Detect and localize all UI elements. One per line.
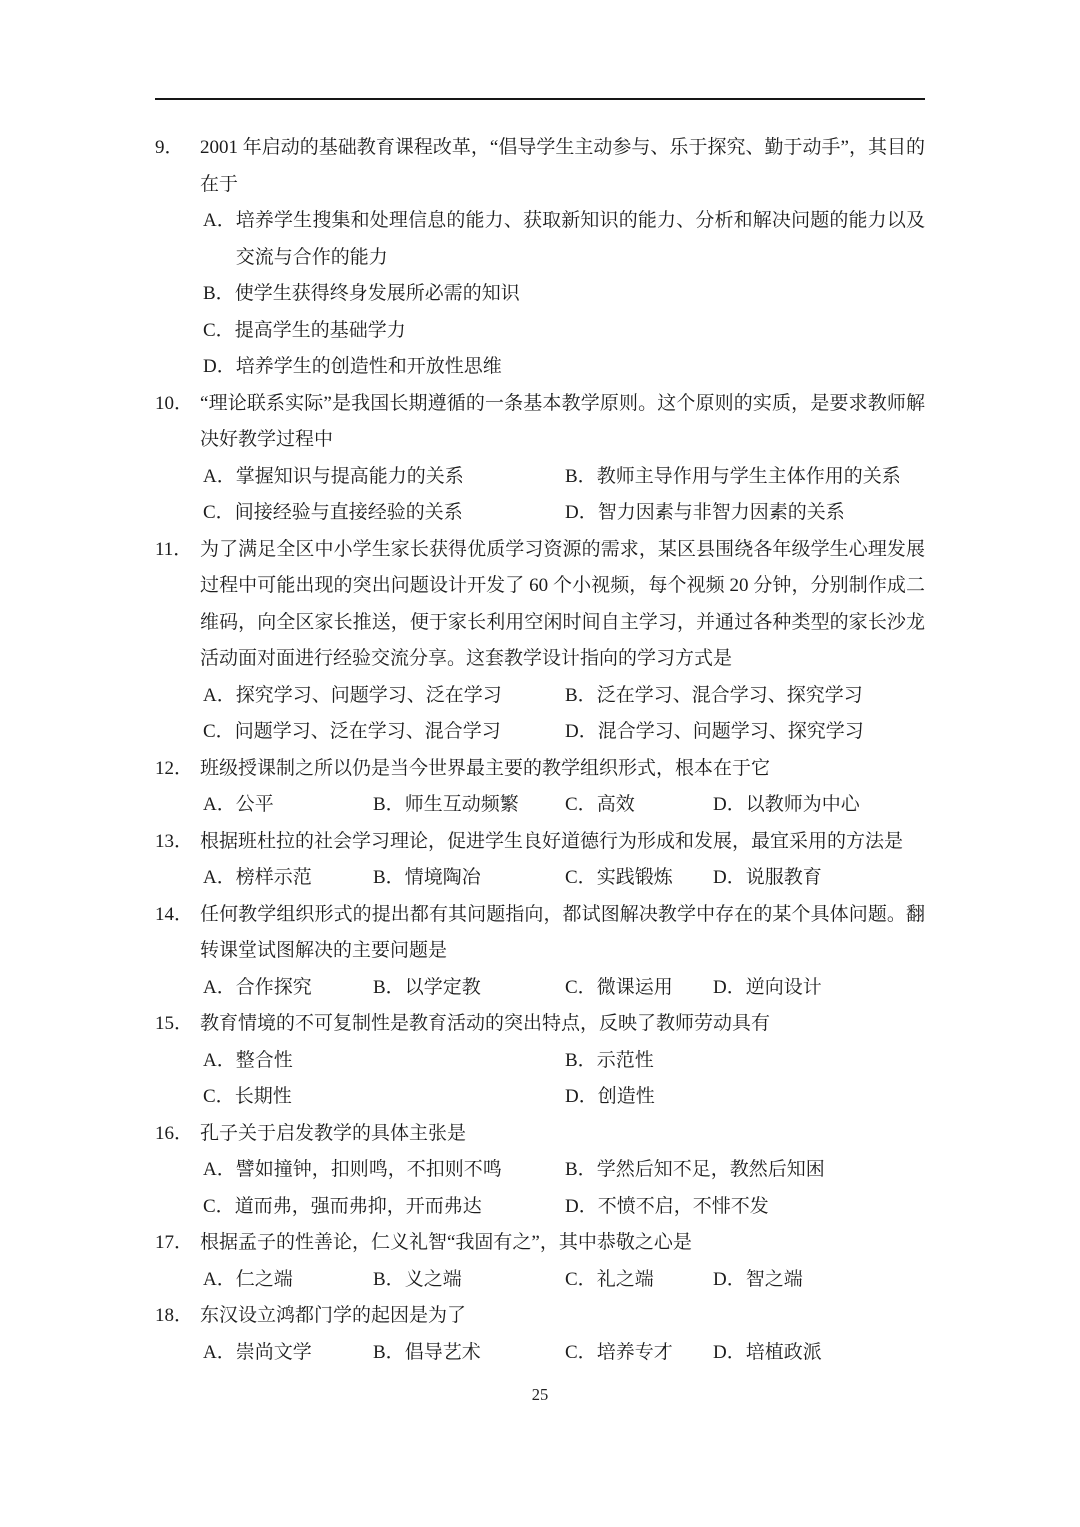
question-number: 13． — [155, 830, 194, 852]
option-text: 譬如撞钟，扣则鸣，不扣则不鸣 — [235, 1159, 502, 1180]
option-text: 培养学生的创造性和开放性思维 — [235, 356, 502, 377]
question-head — [155, 751, 925, 788]
option-D — [713, 787, 925, 824]
option-text: 仁之端 — [235, 1268, 293, 1290]
option-B — [565, 678, 925, 715]
question-9 — [155, 130, 925, 386]
option-D — [713, 1262, 925, 1299]
question-head — [155, 1298, 925, 1335]
option-label: C． — [203, 1086, 235, 1107]
option-text: 合作探究 — [235, 976, 312, 998]
option-label: D． — [713, 794, 746, 815]
option-label: A． — [203, 1268, 236, 1290]
question-16 — [155, 1116, 925, 1226]
question-options — [155, 1043, 925, 1116]
option-text: 师生互动频繁 — [404, 794, 519, 815]
option-label: C． — [203, 1195, 235, 1217]
option-text: 培养学生搜集和处理信息的能力、获取新知识的能力、分析和解决问题的能力以及交流与合作的能力 — [235, 210, 925, 268]
question-number: 17． — [155, 1232, 194, 1253]
option-A — [203, 1152, 565, 1189]
option-text: 智之端 — [745, 1268, 803, 1290]
question-options — [155, 678, 925, 751]
option-label: D． — [565, 1086, 598, 1107]
option-text: 使学生获得终身发展所必需的知识 — [234, 283, 520, 304]
option-label: D． — [713, 1268, 746, 1290]
question-list — [155, 130, 925, 1371]
option-label: B． — [565, 1049, 597, 1071]
option-C — [203, 495, 565, 532]
option-B — [565, 1043, 925, 1080]
option-text: 整合性 — [235, 1049, 293, 1071]
option-label: B． — [565, 684, 597, 706]
option-label: C． — [565, 976, 597, 998]
option-label: B． — [373, 867, 405, 888]
option-C — [565, 860, 713, 897]
question-options — [155, 1335, 925, 1372]
question-text: 根据班杜拉的社会学习理论，促进学生良好道德行为形成和发展，最宜采用的方法是 — [200, 830, 904, 852]
option-D — [565, 495, 925, 532]
option-text: 榜样示范 — [235, 867, 312, 888]
option-D — [565, 714, 925, 751]
option-C — [565, 1335, 713, 1372]
option-D — [565, 1189, 925, 1226]
option-label: A． — [203, 1049, 236, 1071]
option-text: 学然后知不足，教然后知困 — [596, 1159, 825, 1180]
option-text: 间接经验与直接经验的关系 — [234, 502, 463, 523]
option-label: B． — [373, 1268, 405, 1290]
option-label: B． — [203, 283, 235, 304]
option-label: C． — [565, 794, 597, 815]
question-options — [155, 1152, 925, 1225]
option-B — [373, 860, 565, 897]
option-label: A． — [203, 684, 236, 706]
question-number: 10． — [155, 392, 194, 414]
question-text: 任何教学组织形式的提出都有其问题指向，都试图解决教学中存在的某个具体问题。翻转课堂试图解决的主要问题是 — [200, 903, 925, 961]
option-label: B． — [373, 976, 405, 998]
question-number: 14． — [155, 903, 194, 925]
option-label: D． — [565, 721, 598, 742]
question-12 — [155, 751, 925, 824]
option-A — [203, 678, 565, 715]
question-options — [155, 787, 925, 824]
option-A — [203, 787, 373, 824]
option-B — [373, 970, 565, 1007]
question-14 — [155, 897, 925, 1007]
question-17 — [155, 1225, 925, 1298]
question-text: 根据孟子的性善论，仁义礼智“我固有之”，其中恭敬之心是 — [200, 1232, 692, 1253]
question-number: 16． — [155, 1122, 194, 1144]
option-D — [713, 1335, 925, 1372]
question-head — [155, 1225, 925, 1262]
option-text: 崇尚文学 — [235, 1341, 312, 1363]
option-C — [565, 787, 713, 824]
option-B — [373, 787, 565, 824]
option-text: 示范性 — [596, 1049, 654, 1071]
option-B — [203, 276, 925, 313]
option-text: 礼之端 — [596, 1268, 654, 1290]
option-label: B． — [373, 794, 405, 815]
option-D — [565, 1079, 925, 1116]
option-A — [203, 1262, 373, 1299]
question-text: 教育情境的不可复制性是教育活动的突出特点，反映了教师劳动具有 — [200, 1013, 771, 1034]
question-number: 12． — [155, 757, 194, 779]
option-text: 探究学习、问题学习、泛在学习 — [235, 684, 502, 706]
option-text: 道而弗，强而弗抑，开而弗达 — [234, 1195, 482, 1217]
option-text: 公平 — [235, 794, 274, 815]
option-label: C． — [565, 1341, 597, 1363]
question-text: 东汉设立鸿都门学的起因是为了 — [200, 1305, 467, 1326]
option-text: 情境陶冶 — [404, 867, 481, 888]
option-label: A． — [203, 794, 236, 815]
option-text: 问题学习、泛在学习、混合学习 — [234, 721, 501, 742]
question-text: “理论联系实际”是我国长期遵循的一条基本教学原则。这个原则的实质，是要求教师解决好教学过程中 — [200, 392, 925, 450]
question-options — [155, 970, 925, 1007]
option-label: A． — [203, 976, 236, 998]
option-label: D． — [565, 1195, 598, 1217]
option-C — [203, 1079, 565, 1116]
option-label: B． — [373, 1341, 405, 1363]
option-B — [373, 1262, 565, 1299]
option-C — [203, 1189, 565, 1226]
option-label: D． — [203, 356, 236, 377]
option-text: 高效 — [596, 794, 635, 815]
option-label: A． — [203, 1341, 236, 1363]
option-label: C． — [565, 1268, 597, 1290]
question-head — [155, 1116, 925, 1153]
question-number: 11． — [155, 538, 193, 560]
option-A — [203, 860, 373, 897]
option-label: A． — [203, 210, 236, 231]
option-label: A． — [203, 1159, 236, 1180]
option-text: 混合学习、问题学习、探究学习 — [597, 721, 864, 742]
option-label: C． — [203, 721, 235, 742]
option-text: 说服教育 — [745, 867, 822, 888]
question-number: 9． — [155, 137, 184, 158]
option-text: 微课运用 — [596, 976, 673, 998]
option-text: 不愤不启，不悱不发 — [597, 1195, 769, 1217]
option-text: 掌握知识与提高能力的关系 — [235, 465, 464, 487]
option-C — [203, 313, 925, 350]
question-options — [155, 459, 925, 532]
question-options — [155, 203, 925, 386]
question-18 — [155, 1298, 925, 1371]
option-label: C． — [203, 319, 235, 341]
question-head — [155, 897, 925, 970]
option-label: C． — [203, 502, 235, 523]
option-C — [565, 970, 713, 1007]
option-label: A． — [203, 465, 236, 487]
question-15 — [155, 1006, 925, 1116]
question-head — [155, 1006, 925, 1043]
option-D — [713, 860, 925, 897]
option-D — [203, 349, 925, 386]
question-options — [155, 1262, 925, 1299]
question-text: 2001 年启动的基础教育课程改革，“倡导学生主动参与、乐于探究、勤于动手”，其目的在于 — [200, 137, 925, 195]
option-B — [565, 459, 925, 496]
option-B — [565, 1152, 925, 1189]
question-number: 15． — [155, 1013, 194, 1034]
option-D — [713, 970, 925, 1007]
question-head — [155, 386, 925, 459]
option-label: D． — [713, 976, 746, 998]
option-label: D． — [713, 1341, 746, 1363]
option-text: 智力因素与非智力因素的关系 — [597, 502, 845, 523]
option-A — [203, 1335, 373, 1372]
option-text: 教师主导作用与学生主体作用的关系 — [596, 465, 901, 487]
question-number: 18． — [155, 1305, 194, 1326]
top-rule — [155, 98, 925, 100]
option-label: B． — [565, 1159, 597, 1180]
question-text: 孔子关于启发教学的具体主张是 — [200, 1122, 467, 1144]
option-text: 泛在学习、混合学习、探究学习 — [596, 684, 863, 706]
option-label: C． — [565, 867, 597, 888]
option-text: 培植政派 — [745, 1341, 822, 1363]
option-text: 提高学生的基础学力 — [234, 319, 406, 341]
option-A — [203, 203, 925, 276]
option-label: A． — [203, 867, 236, 888]
option-text: 倡导艺术 — [404, 1341, 481, 1363]
page-number: 25 — [531, 1385, 549, 1404]
question-13 — [155, 824, 925, 897]
option-A — [203, 1043, 565, 1080]
option-text: 逆向设计 — [745, 976, 822, 998]
option-C — [565, 1262, 713, 1299]
option-text: 以教师为中心 — [745, 794, 860, 815]
option-text: 培养专才 — [596, 1341, 673, 1363]
option-label: B． — [565, 465, 597, 487]
option-label: D． — [565, 502, 598, 523]
option-text: 义之端 — [404, 1268, 462, 1290]
option-text: 创造性 — [597, 1086, 655, 1107]
option-A — [203, 459, 565, 496]
question-11 — [155, 532, 925, 751]
question-head — [155, 532, 925, 678]
option-label: D． — [713, 867, 746, 888]
option-B — [373, 1335, 565, 1372]
question-text: 班级授课制之所以仍是当今世界最主要的教学组织形式，根本在于它 — [200, 757, 771, 779]
option-text: 长期性 — [234, 1086, 292, 1107]
option-text: 以学定教 — [404, 976, 481, 998]
question-head — [155, 130, 925, 203]
option-A — [203, 970, 373, 1007]
option-text: 实践锻炼 — [596, 867, 673, 888]
question-10 — [155, 386, 925, 532]
question-head — [155, 824, 925, 861]
question-options — [155, 860, 925, 897]
question-text: 为了满足全区中小学生家长获得优质学习资源的需求，某区县围绕各年级学生心理发展过程中可能出现的突出问题设计开发了 60 个小视频，每个视频 20 分钟，分别制作成二维码，向全区家长推送，便于家长利用空闲时间自主学习，并通过各种类型的家长沙龙活动面对面进行经验交流分享。这套教学设计指向的学习方式是 — [200, 538, 925, 669]
option-C — [203, 714, 565, 751]
